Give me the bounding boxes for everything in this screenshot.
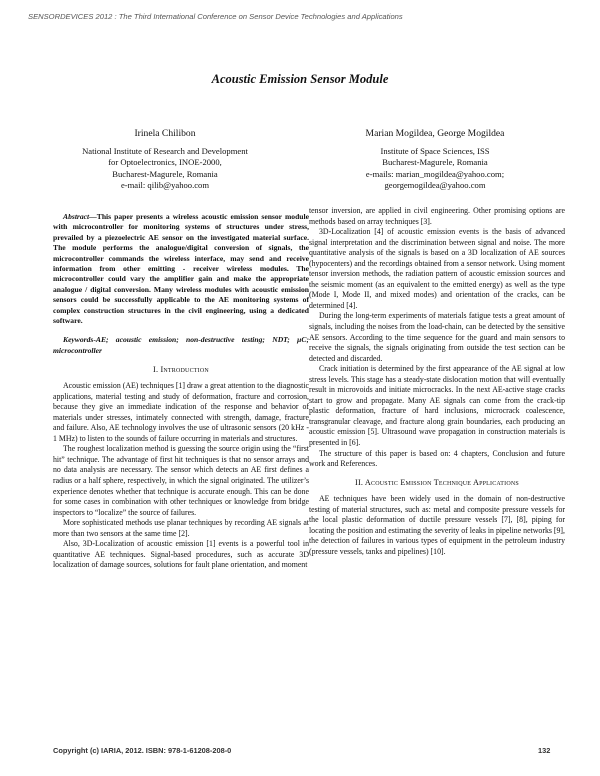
author-block-1 — [40, 128, 290, 192]
affiliation-line: Bucharest-Magurele, Romania — [382, 157, 488, 167]
body-paragraph: Crack initiation is determined by the first appearance of the AE signal at low stress levels. This stage has a steady-state dislocation motion that will eventually result in microvoids and initiate microcracks. In the next AE-active stage cracks start to grow and propagate. Many AE signals can come from the crack-tip plastic deformation, fracture of hard inclusions, microcrack coalescence, transgranular cleavage, and fracture along grain boundaries, each producing an acoustic emission [5]. Ultrasound wave propagation in construction materials is presented in [6]. — [309, 364, 565, 448]
author-name: Marian Mogildea, George Mogildea — [365, 128, 505, 139]
keywords: Keywords-AE; acoustic emission; non-destructive testing; NDT; µC; microcontroller — [53, 335, 309, 356]
body-paragraph: tensor inversion, are applied in civil engineering. Other promising options are methods based on array techniques [3]. — [309, 206, 565, 226]
body-paragraph: 3D-Localization [4] of acoustic emission events is the basis of advanced signal interpretation and the discrimination between signal and noise. The more quantitative analysis of the signals is based on a 3D localization of AE sources (hypocenters) and the recordings obtained from a sensor network. Using moment tensor inversion methods, the radiation pattern of acoustic emission sources and the seismic moment (as an equivalent to the emitted energy) as well as the type (Mode I, Mode II, and mixed modes) and orientation of the cracks, can be determined [4]. — [309, 227, 565, 310]
body-paragraph: More sophisticated methods use planar techniques by recording AE signals at more than two sensors at the same time [2]. — [53, 518, 309, 538]
section-heading-introduction: I. Introduction — [153, 364, 209, 374]
affiliation-line: Bucharest-Magurele, Romania — [112, 168, 218, 179]
body-paragraph: The roughest localization method is guessing the source origin using the “first hit” technique. The advantage of first hit techniques is that no sensor arrays and no data analysis are necessary. The sensor which detects an AE first defines a radius or a half sphere, respectively, in which the signal originated. The utilizer’s experience denotes whether that technique is accurate enough. This can be done for some cases in combination with other techniques or knowledge from bridge inspectors to “localize” the source of failures. — [53, 444, 309, 517]
author-email: e-mail: qilib@yahoo.com — [120, 180, 210, 190]
author-email: georgemogildea@yahoo.com — [384, 180, 486, 190]
body-paragraph: During the long-term experiments of materials fatigue tests a great amount of signals, including the noises from the load-chain, can be detected by the sensitive AE sensors. According to the time sequence for the guard and main sensors to receive the signals, the signals originating from outside the test section can be detected and discarded. — [309, 311, 565, 363]
author-name: Irinela Chilibon — [134, 128, 196, 139]
paper-title: Acoustic Emission Sensor Module — [211, 72, 389, 86]
left-column — [53, 212, 309, 571]
footer-copyright: Copyright (c) IARIA, 2012. ISBN: 978-1-61208-208-0 — [53, 746, 232, 755]
author-email: e-mails: marian_mogildea@yahoo.com; — [365, 168, 505, 179]
affiliation-line: Institute of Space Sciences, ISS — [380, 145, 490, 156]
body-paragraph: Also, 3D-Localization of acoustic emission [1] events is a powerful tool in quantitative AE techniques. Signal-based procedures, such as accurate 3D localization of damage sources, solutions for fault plane orientation, and moment — [53, 539, 309, 570]
abstract — [53, 212, 309, 326]
right-column — [309, 206, 565, 558]
abstract-label: Abstract — [63, 212, 90, 221]
body-paragraph: Acoustic emission (AE) techniques [1] draw a great attention to the diagnostic applications, material testing and study of deformation, fracture and corrosion, because they give an immediate indication of the response and behavior of materials under stresses, intimately connected with strength, damage, fracture and failure. Also, AE technology involves the use of ultrasonic sensors (20 kHz - 1 MHz) to listen to the sounds of failure occurring in materials and structures. — [53, 381, 309, 443]
running-header: SENSORDEVICES 2012 : The Third International Conference on Sensor Device Technologies and Applications — [28, 12, 403, 21]
page-number: 132 — [538, 746, 551, 755]
body-paragraph: The structure of this paper is based on: 4 chapters, Conclusion and future work and References. — [309, 448, 565, 469]
affiliation-line: National Institute of Research and Development — [82, 145, 248, 156]
body-paragraph: AE techniques have been widely used in the domain of non-destructive testing of material structures, such as: metal and composite pressure vessels for the local plastic deformation of ductile pressure vessels [7], [8], piping for locating the position and estimating the severity of leaks in pipeline networks [9], the detection of failures in various types of equipment in the petroleum industry (pressure vessels, tanks and pipelines) [10]. — [309, 494, 565, 556]
author-block-2 — [310, 128, 560, 192]
abstract-text: —This paper presents a wireless acoustic emission sensor module with microcontroller for monitoring systems of structures under stress, prevailed by a piezoelectric AE sensor on the investigated material surface. The module performs the analogue/digital conversion of signals, the microcontroller commands the wireless interface, may send and receive information from other emitting - receiver wireless modules. The microcontroller could vary the amplifier gain and make the appropriate analogue / digital conversion. Many wireless modules with acoustic emission sensors could be successfully applicable to the AE monitoring systems of complex construction structures in the civil engineering, using a dedicated software. — [53, 212, 309, 326]
affiliation-line: for Optoelectronics, INOE-2000, — [108, 157, 222, 167]
section-heading-applications: II. Acoustic Emission Technique Applications — [355, 477, 519, 487]
